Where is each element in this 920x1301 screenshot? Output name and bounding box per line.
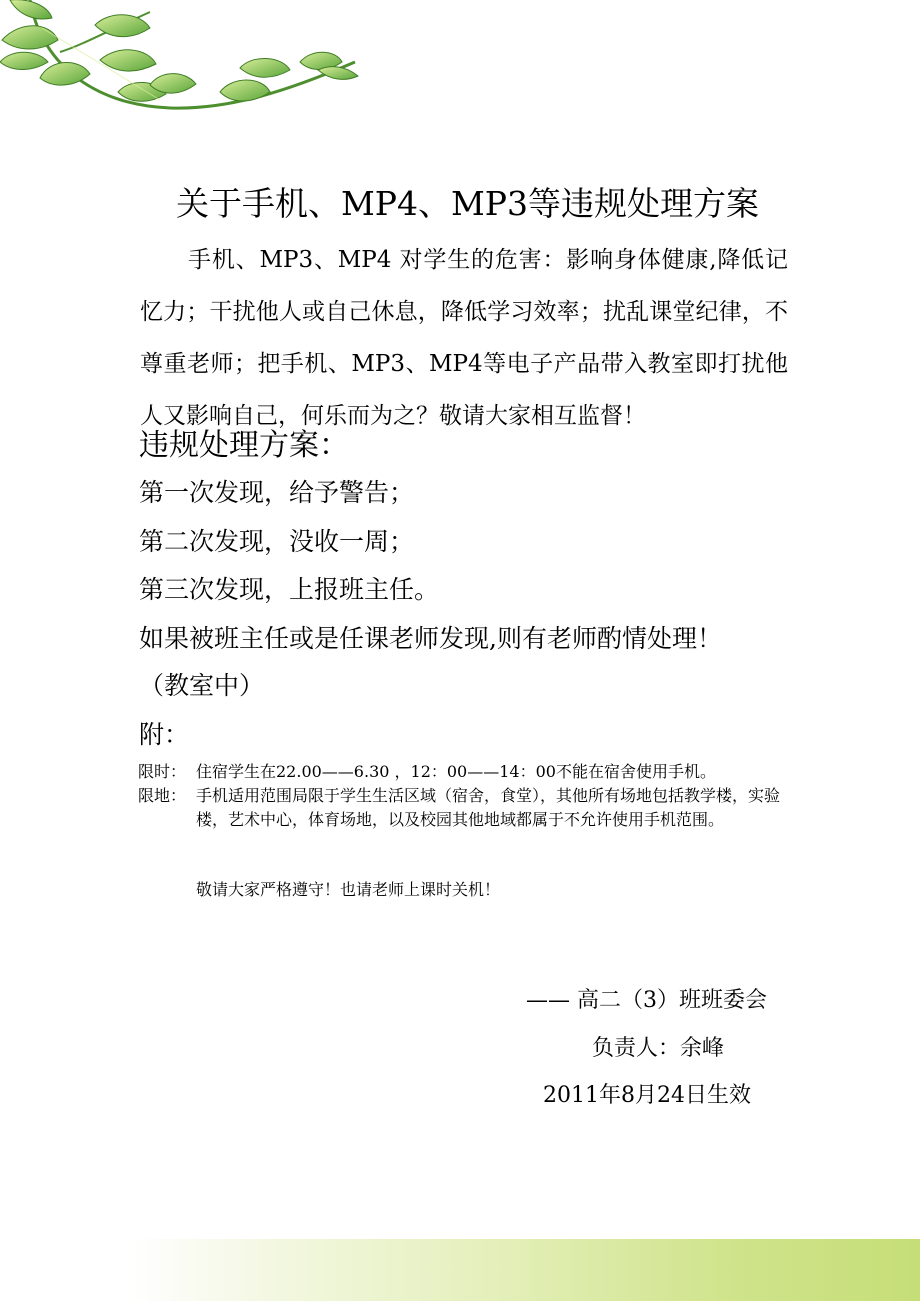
place-limit-label: 限地： — [138, 786, 187, 805]
time-limit-label: 限时： — [138, 762, 187, 781]
place-limit-row — [138, 784, 788, 832]
plan-item-4: 如果被班主任或是任课老师发现,则有老师酌情处理！ — [139, 624, 722, 653]
plan-item-3: 第三次发现，上报班主任。 — [139, 575, 440, 604]
place-limit-text: 手机适用范围局限于学生生活区域（宿舍，食堂），其他所有场地包括教学楼，实验楼，艺术中心，体育场地，以及校园其他地域都属于不允许使用手机范围。 — [196, 786, 781, 829]
compliance-notice: 敬请大家严格遵守！也请老师上课时关机！ — [196, 880, 501, 899]
appendix-heading: 附： — [139, 720, 190, 749]
footer-gradient-band — [0, 1239, 920, 1301]
plan-item-2: 第二次发现，没收一周； — [139, 527, 415, 556]
plan-item-5: （教室中） — [139, 671, 265, 700]
intro-paragraph: 手机、MP3、MP4 对学生的危害：影响身体健康,降低记忆力；干扰他人或自己休息，降低学习效率；扰乱课堂纪律，不尊重老师；把手机、MP3、MP4等电子产品带入教室即打扰他人又影响自己，何乐而为之？敬请大家相互监督！ — [140, 247, 788, 429]
time-limit-text: 住宿学生在22.00——6.30 ，12：00——14：00不能在宿舍使用手机。 — [196, 762, 716, 781]
signature-person: 负责人：余峰 — [592, 1036, 725, 1061]
plan-item-1: 第一次发现，给予警告； — [139, 478, 415, 507]
page-title: 关于手机、MP4、MP3等违规处理方案 — [176, 184, 759, 223]
signature-org: —— 高二（3）班班委会 — [526, 988, 767, 1013]
time-limit-row — [138, 760, 788, 784]
leaf-branch-decoration — [0, 0, 370, 140]
signature-date: 2011年8月24日生效 — [543, 1083, 751, 1108]
plan-heading: 违规处理方案： — [139, 428, 349, 463]
